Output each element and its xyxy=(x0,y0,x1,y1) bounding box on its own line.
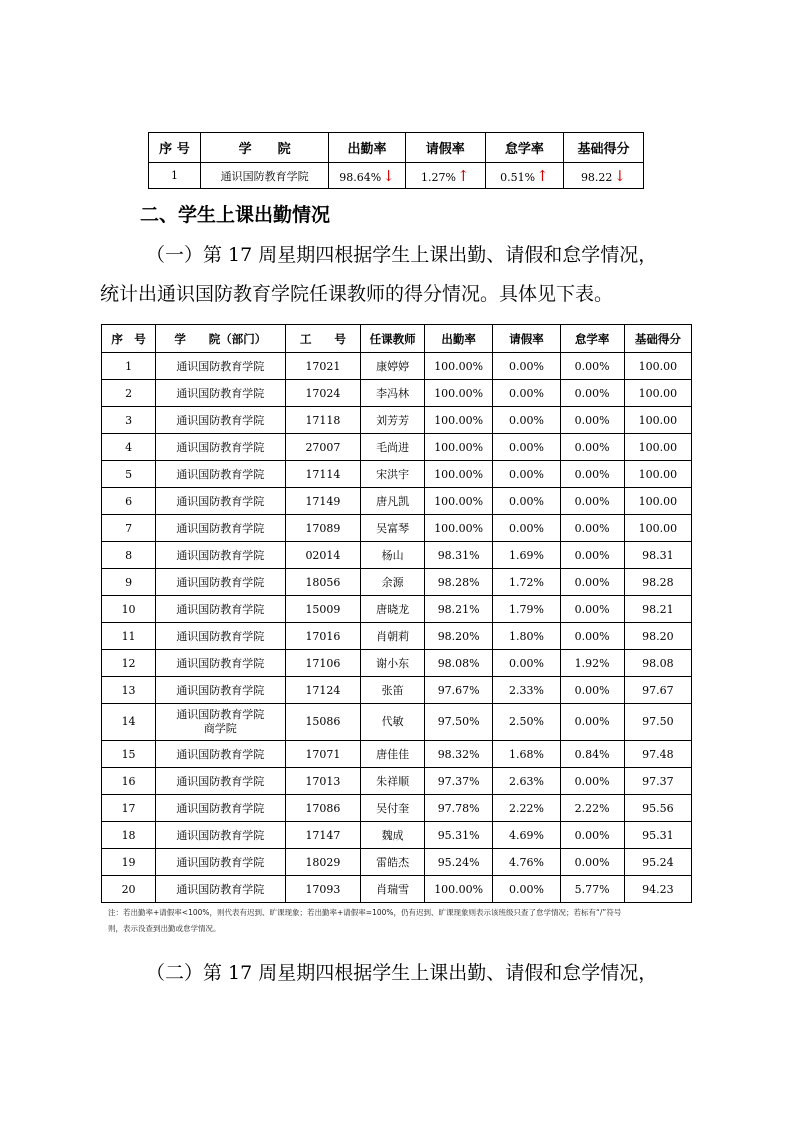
header-dept: 学 院（部门） xyxy=(156,325,285,353)
row-teacher: 唐晓龙 xyxy=(361,596,425,623)
row-score: 98.31 xyxy=(624,542,691,569)
row-dept: 通识国防教育学院 xyxy=(156,849,285,876)
row-teacher: 康婷婷 xyxy=(361,353,425,380)
score-value: 98.22 xyxy=(580,170,613,184)
row-leave: 0.00% xyxy=(493,650,560,677)
dept-line-1: 通识国防教育学院 xyxy=(176,708,265,721)
table-row xyxy=(102,488,692,515)
row-attendance: 97.37% xyxy=(424,768,492,795)
row-id: 17071 xyxy=(285,741,361,768)
header-score: 基础得分 xyxy=(624,325,691,353)
paragraph-1-line-1: （一）第 17 周星期四根据学生上课出勤、请假和怠学情况， xyxy=(146,244,658,266)
row-dept: 通识国防教育学院 xyxy=(156,380,285,407)
row-truancy: 0.84% xyxy=(560,741,624,768)
row-teacher: 雷皓杰 xyxy=(361,849,425,876)
table-row xyxy=(102,704,692,741)
row-leave: 0.00% xyxy=(493,434,560,461)
row-no: 5 xyxy=(102,461,156,488)
row-dept: 通识国防教育学院 xyxy=(156,822,285,849)
row-id: 17016 xyxy=(285,623,361,650)
table-row xyxy=(102,434,692,461)
row-attendance: 97.50% xyxy=(424,704,492,741)
row-score: 98.21 xyxy=(624,596,691,623)
row-truancy: 5.77% xyxy=(560,876,624,903)
table-row xyxy=(102,677,692,704)
row-no: 4 xyxy=(102,434,156,461)
row-attendance: 100.00% xyxy=(424,380,492,407)
header-truancy: 怠学率 xyxy=(560,325,624,353)
row-score: 100.00 xyxy=(624,515,691,542)
row-score: 97.50 xyxy=(624,704,691,741)
row-score: 94.23 xyxy=(624,876,691,903)
row-dept: 通识国防教育学院 xyxy=(156,488,285,515)
summary-header-row xyxy=(149,133,644,163)
table-row xyxy=(102,515,692,542)
row-no: 12 xyxy=(102,650,156,677)
teacher-table-body xyxy=(102,353,692,903)
row-id: 17114 xyxy=(285,461,361,488)
summary-no: 1 xyxy=(149,163,201,189)
arrow-up-icon xyxy=(456,171,470,184)
row-teacher: 张笛 xyxy=(361,677,425,704)
header-teacher: 任课教师 xyxy=(361,325,425,353)
row-score: 95.31 xyxy=(624,822,691,849)
row-id: 17124 xyxy=(285,677,361,704)
row-leave: 0.00% xyxy=(493,461,560,488)
teacher-score-table xyxy=(101,324,692,903)
row-id: 17093 xyxy=(285,876,361,903)
table-row xyxy=(102,353,692,380)
row-leave: 4.69% xyxy=(493,822,560,849)
row-no: 6 xyxy=(102,488,156,515)
row-dept: 通识国防教育学院 xyxy=(156,677,285,704)
row-no: 11 xyxy=(102,623,156,650)
row-teacher: 宋洪宇 xyxy=(361,461,425,488)
row-attendance: 98.08% xyxy=(424,650,492,677)
row-dept: 通识国防教育学院 xyxy=(156,542,285,569)
row-id: 18029 xyxy=(285,849,361,876)
row-leave: 1.79% xyxy=(493,596,560,623)
row-leave: 0.00% xyxy=(493,407,560,434)
paragraph-1-line-2: 统计出通识国防教育学院任课教师的得分情况。具体见下表。 xyxy=(100,283,614,305)
row-attendance: 100.00% xyxy=(424,407,492,434)
summary-leave xyxy=(405,163,485,189)
row-dept: 通识国防教育学院 xyxy=(156,461,285,488)
header-no: 序 号 xyxy=(102,325,156,353)
row-truancy: 0.00% xyxy=(560,461,624,488)
row-attendance: 100.00% xyxy=(424,488,492,515)
table-row xyxy=(102,849,692,876)
table-row xyxy=(102,407,692,434)
row-attendance: 100.00% xyxy=(424,434,492,461)
row-truancy: 0.00% xyxy=(560,677,624,704)
row-attendance: 98.20% xyxy=(424,623,492,650)
row-leave: 1.80% xyxy=(493,623,560,650)
row-dept: 通识国防教育学院 xyxy=(156,569,285,596)
row-id: 17021 xyxy=(285,353,361,380)
row-id: 17086 xyxy=(285,795,361,822)
row-truancy: 0.00% xyxy=(560,849,624,876)
table-row xyxy=(102,768,692,795)
table-row xyxy=(102,380,692,407)
arrow-up-icon xyxy=(535,171,549,184)
row-teacher: 谢小东 xyxy=(361,650,425,677)
row-truancy: 0.00% xyxy=(560,704,624,741)
college-summary-table xyxy=(148,132,644,189)
row-dept: 通识国防教育学院 xyxy=(156,876,285,903)
row-score: 100.00 xyxy=(624,434,691,461)
row-truancy: 0.00% xyxy=(560,768,624,795)
row-truancy: 0.00% xyxy=(560,542,624,569)
row-score: 97.48 xyxy=(624,741,691,768)
row-leave: 0.00% xyxy=(493,380,560,407)
paragraph-2: （二）第 17 周星期四根据学生上课出勤、请假和怠学情况， xyxy=(146,962,658,984)
row-attendance: 100.00% xyxy=(424,461,492,488)
section-heading: 二、学生上课出勤情况 xyxy=(140,204,331,226)
row-score: 98.20 xyxy=(624,623,691,650)
row-no: 16 xyxy=(102,768,156,795)
row-teacher: 唐凡凯 xyxy=(361,488,425,515)
row-dept xyxy=(156,704,285,741)
row-teacher: 刘芳芳 xyxy=(361,407,425,434)
row-teacher: 毛尚进 xyxy=(361,434,425,461)
row-teacher: 唐佳佳 xyxy=(361,741,425,768)
row-attendance: 95.24% xyxy=(424,849,492,876)
row-leave: 0.00% xyxy=(493,876,560,903)
row-attendance: 100.00% xyxy=(424,515,492,542)
row-teacher: 朱祥顺 xyxy=(361,768,425,795)
truancy-value: 0.51% xyxy=(500,170,536,184)
row-id: 27007 xyxy=(285,434,361,461)
row-attendance: 100.00% xyxy=(424,353,492,380)
row-truancy: 0.00% xyxy=(560,380,624,407)
row-id: 02014 xyxy=(285,542,361,569)
row-dept: 通识国防教育学院 xyxy=(156,795,285,822)
row-no: 1 xyxy=(102,353,156,380)
summary-score xyxy=(563,163,643,189)
row-no: 18 xyxy=(102,822,156,849)
row-attendance: 97.78% xyxy=(424,795,492,822)
table-row xyxy=(102,795,692,822)
row-no: 7 xyxy=(102,515,156,542)
row-no: 8 xyxy=(102,542,156,569)
table-row xyxy=(102,596,692,623)
row-no: 14 xyxy=(102,704,156,741)
row-teacher: 吴富琴 xyxy=(361,515,425,542)
row-truancy: 1.92% xyxy=(560,650,624,677)
row-dept: 通识国防教育学院 xyxy=(156,650,285,677)
table-row xyxy=(102,542,692,569)
row-no: 19 xyxy=(102,849,156,876)
row-dept: 通识国防教育学院 xyxy=(156,741,285,768)
leave-value: 1.27% xyxy=(420,170,456,184)
table-row xyxy=(102,650,692,677)
row-id: 15009 xyxy=(285,596,361,623)
row-id: 17106 xyxy=(285,650,361,677)
header-truancy: 怠学率 xyxy=(485,133,563,163)
row-truancy: 0.00% xyxy=(560,407,624,434)
row-truancy: 0.00% xyxy=(560,623,624,650)
table-row xyxy=(102,741,692,768)
row-leave: 2.22% xyxy=(493,795,560,822)
arrow-down-icon xyxy=(612,171,626,184)
row-id: 17149 xyxy=(285,488,361,515)
table-row xyxy=(102,623,692,650)
table-row xyxy=(102,822,692,849)
row-dept: 通识国防教育学院 xyxy=(156,596,285,623)
row-dept: 通识国防教育学院 xyxy=(156,768,285,795)
row-id: 15086 xyxy=(285,704,361,741)
row-no: 10 xyxy=(102,596,156,623)
table-row xyxy=(102,569,692,596)
row-dept: 通识国防教育学院 xyxy=(156,407,285,434)
row-leave: 2.50% xyxy=(493,704,560,741)
header-attendance: 出勤率 xyxy=(329,133,405,163)
row-score: 100.00 xyxy=(624,461,691,488)
row-leave: 1.69% xyxy=(493,542,560,569)
row-no: 20 xyxy=(102,876,156,903)
row-no: 3 xyxy=(102,407,156,434)
row-no: 15 xyxy=(102,741,156,768)
row-teacher: 杨山 xyxy=(361,542,425,569)
table-note-line-1: 注：若出勤率+请假率<100%，则代表有迟到、旷课现象；若出勤率+请假率=100%，仍有迟到、旷课现象则表示该班级只查了怠学情况；若标有“/”符号 xyxy=(108,908,622,917)
row-score: 100.00 xyxy=(624,380,691,407)
table-row xyxy=(102,461,692,488)
row-leave: 1.72% xyxy=(493,569,560,596)
row-leave: 0.00% xyxy=(493,488,560,515)
row-dept: 通识国防教育学院 xyxy=(156,515,285,542)
header-leave: 请假率 xyxy=(493,325,560,353)
row-truancy: 0.00% xyxy=(560,596,624,623)
row-score: 98.28 xyxy=(624,569,691,596)
row-score: 100.00 xyxy=(624,353,691,380)
header-score: 基础得分 xyxy=(563,133,643,163)
row-score: 97.67 xyxy=(624,677,691,704)
row-dept: 通识国防教育学院 xyxy=(156,434,285,461)
row-no: 13 xyxy=(102,677,156,704)
row-id: 17024 xyxy=(285,380,361,407)
row-leave: 4.76% xyxy=(493,849,560,876)
header-attendance: 出勤率 xyxy=(424,325,492,353)
row-score: 95.56 xyxy=(624,795,691,822)
summary-row xyxy=(149,163,644,189)
table-note-line-2: 则，表示没查到出勤或怠学情况。 xyxy=(108,924,221,933)
row-id: 17118 xyxy=(285,407,361,434)
row-leave: 2.63% xyxy=(493,768,560,795)
row-truancy: 0.00% xyxy=(560,569,624,596)
row-id: 18056 xyxy=(285,569,361,596)
row-score: 100.00 xyxy=(624,407,691,434)
row-truancy: 0.00% xyxy=(560,353,624,380)
row-attendance: 98.31% xyxy=(424,542,492,569)
row-teacher: 代敏 xyxy=(361,704,425,741)
row-no: 17 xyxy=(102,795,156,822)
arrow-down-icon xyxy=(381,171,395,184)
teacher-header-row xyxy=(102,325,692,353)
row-id: 17147 xyxy=(285,822,361,849)
row-attendance: 98.21% xyxy=(424,596,492,623)
row-score: 95.24 xyxy=(624,849,691,876)
summary-truancy xyxy=(485,163,563,189)
row-teacher: 余源 xyxy=(361,569,425,596)
row-leave: 1.68% xyxy=(493,741,560,768)
row-teacher: 魏成 xyxy=(361,822,425,849)
row-leave: 0.00% xyxy=(493,353,560,380)
row-id: 17013 xyxy=(285,768,361,795)
row-attendance: 95.31% xyxy=(424,822,492,849)
row-no: 9 xyxy=(102,569,156,596)
row-truancy: 0.00% xyxy=(560,488,624,515)
row-no: 2 xyxy=(102,380,156,407)
row-score: 97.37 xyxy=(624,768,691,795)
header-no: 序 号 xyxy=(149,133,201,163)
row-score: 100.00 xyxy=(624,488,691,515)
row-attendance: 100.00% xyxy=(424,876,492,903)
row-truancy: 0.00% xyxy=(560,822,624,849)
header-college: 学 院 xyxy=(200,133,328,163)
row-teacher: 李冯林 xyxy=(361,380,425,407)
row-attendance: 98.32% xyxy=(424,741,492,768)
row-teacher: 肖朝莉 xyxy=(361,623,425,650)
row-attendance: 97.67% xyxy=(424,677,492,704)
row-truancy: 2.22% xyxy=(560,795,624,822)
attendance-value: 98.64% xyxy=(339,170,382,184)
row-id: 17089 xyxy=(285,515,361,542)
row-truancy: 0.00% xyxy=(560,515,624,542)
header-leave: 请假率 xyxy=(405,133,485,163)
row-leave: 2.33% xyxy=(493,677,560,704)
row-teacher: 肖瑞雪 xyxy=(361,876,425,903)
row-dept: 通识国防教育学院 xyxy=(156,353,285,380)
row-dept: 通识国防教育学院 xyxy=(156,623,285,650)
header-id: 工 号 xyxy=(285,325,361,353)
dept-line-2: 商学院 xyxy=(203,722,237,735)
row-teacher: 吴付奎 xyxy=(361,795,425,822)
summary-attendance xyxy=(329,163,405,189)
row-attendance: 98.28% xyxy=(424,569,492,596)
row-leave: 0.00% xyxy=(493,515,560,542)
row-truancy: 0.00% xyxy=(560,434,624,461)
summary-college: 通识国防教育学院 xyxy=(200,163,328,189)
row-score: 98.08 xyxy=(624,650,691,677)
table-row xyxy=(102,876,692,903)
